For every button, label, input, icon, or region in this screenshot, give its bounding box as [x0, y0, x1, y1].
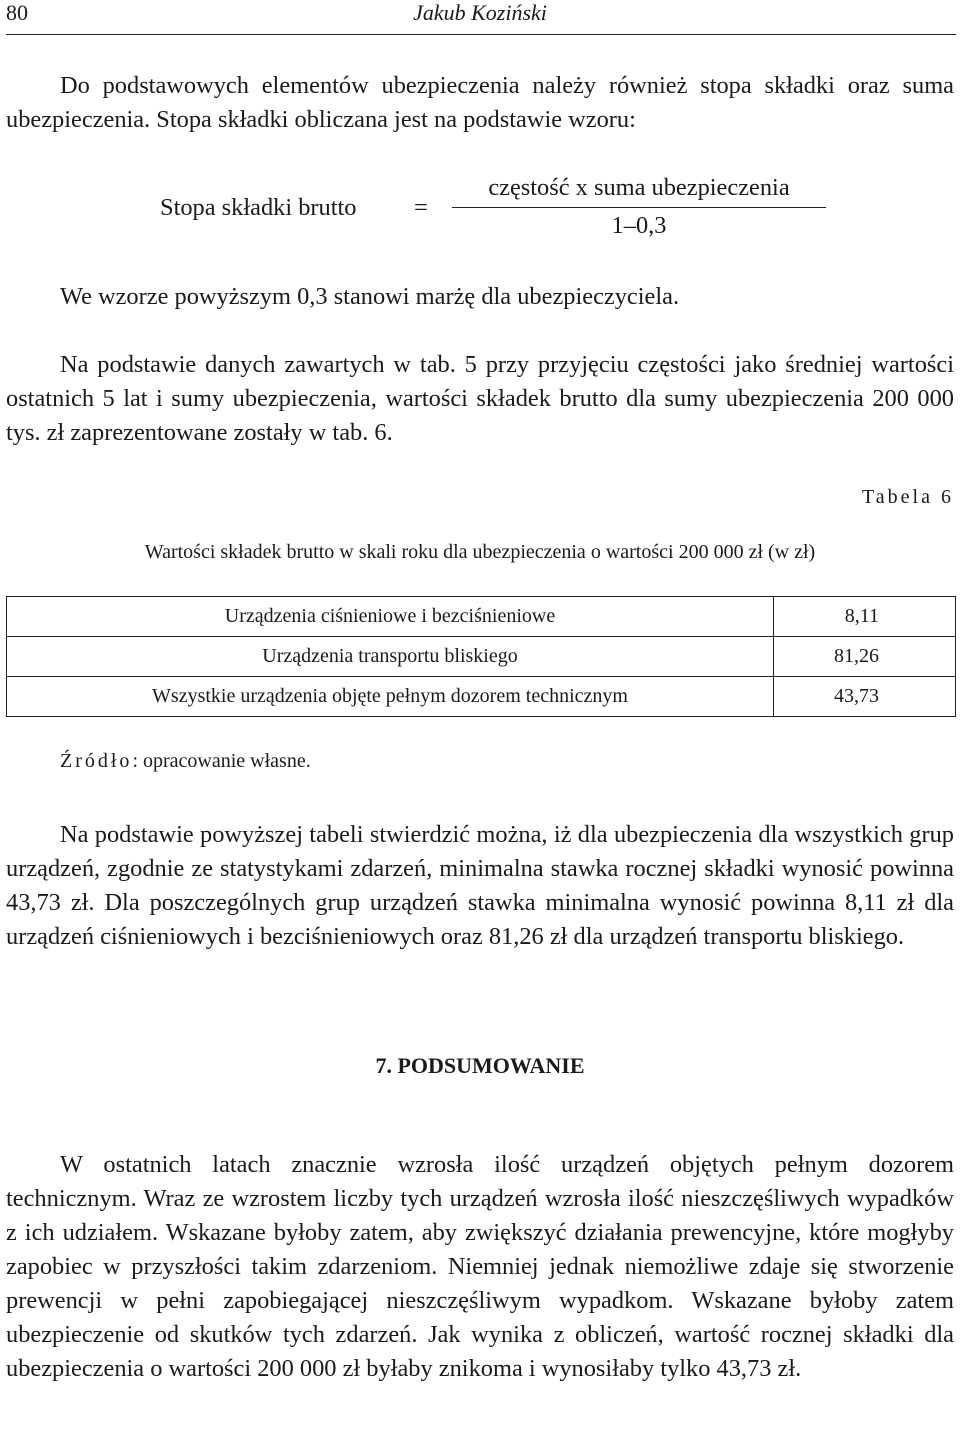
table-row: [7, 597, 956, 637]
formula-left-side: Stopa składki brutto: [160, 194, 357, 221]
intro-paragraph: [6, 69, 954, 137]
table-cell-device-group: Urządzenia ciśnieniowe i bezciśnieniowe: [7, 597, 774, 637]
formula-note-text: We wzorze powyższym 0,3 stanowi marżę dla ubezpieczyciela.: [60, 283, 680, 310]
table-cell-premium-value: 8,11: [774, 597, 956, 637]
formula-equals-sign: =: [414, 194, 428, 221]
table-title: Wartości składek brutto w skali roku dla ubezpieczenia o wartości 200 000 zł (w zł): [144, 541, 816, 563]
summary-paragraph-text: W ostatnich latach znacznie wzrosła ilość urządzeń objętych pełnym dozorem technicznym. Wraz ze wzrostem liczby tych urządzeń wzrosła ilość nieszczęśliwych wypadków z ich udziałem. Wskazane byłoby zatem, aby zwiększyć działania prewencyjne, które mogłyby zapobiec w przyszłości takim zdarzeniom. Niemniej jednak niemożliwe zdaje się stworzenie prewencji w pełni zapobiegającej nieszczęśliwym wypadkom. Wskazane byłoby zatem ubezpieczenie od skutków tych zdarzeń. Jak wynika z obliczeń, wartość rocznej składki dla ubezpieczenia o wartości 200 000 zł byłaby znikoma i wynosiłaby tylko 43,73 zł.: [6, 1151, 954, 1382]
intro-paragraph-text: Do podstawowych elementów ubezpieczenia należy również stopa składki oraz suma ubezpieczenia. Stopa składki obliczana jest na podstawie wzoru:: [6, 72, 954, 133]
source-text: : opracowanie własne.: [132, 750, 311, 772]
data-paragraph-text: Na podstawie danych zawartych w tab. 5 przy przyjęciu częstości jako średniej wartości ostatnich 5 lat i sumy ubezpieczenia, wartości składek brutto dla sumy ubezpieczenia 200 000 tys. zł zaprezentowane zostały w tab. 6.: [6, 351, 954, 446]
table-cell-device-group: Urządzenia transportu bliskiego: [7, 637, 774, 677]
table-cell-premium-value: 43,73: [774, 677, 956, 717]
formula-denominator: 1–0,3: [611, 212, 667, 239]
section-heading: 7. PODSUMOWANIE: [375, 1053, 585, 1078]
table-number-label: Tabela 6: [861, 486, 954, 508]
page-number: 80: [6, 0, 28, 25]
data-paragraph: [6, 348, 954, 450]
table-row: [7, 637, 956, 677]
table-cell-device-group: Wszystkie urządzenia objęte pełnym dozorem technicznym: [7, 677, 774, 717]
summary-paragraph: [6, 1148, 954, 1386]
premium-table: [6, 596, 956, 717]
table-cell-premium-value: 81,26: [774, 637, 956, 677]
formula-note-paragraph: [6, 280, 954, 314]
header-divider: [6, 34, 956, 35]
table-source-note: [60, 750, 311, 773]
conclusion-paragraph: [6, 818, 954, 954]
formula-fraction-bar: [452, 207, 826, 208]
table-row: [7, 677, 956, 717]
running-header-author: Jakub Koziński: [413, 0, 547, 25]
formula-numerator: częstość x suma ubezpieczenia: [488, 174, 790, 201]
source-label: Źródło: [60, 750, 133, 772]
conclusion-paragraph-text: Na podstawie powyższej tabeli stwierdzić można, iż dla ubezpieczenia dla wszystkich grup urządzeń, zgodnie ze statystykami zdarzeń, minimalna stawka rocznej składki wynosić powinna 43,73 zł. Dla poszczególnych grup urządzeń stawka minimalna wynosić powinna 8,11 zł dla urządzeń ciśnieniowych i bezciśnieniowych oraz 81,26 zł dla urządzeń transportu bliskiego.: [6, 821, 954, 950]
